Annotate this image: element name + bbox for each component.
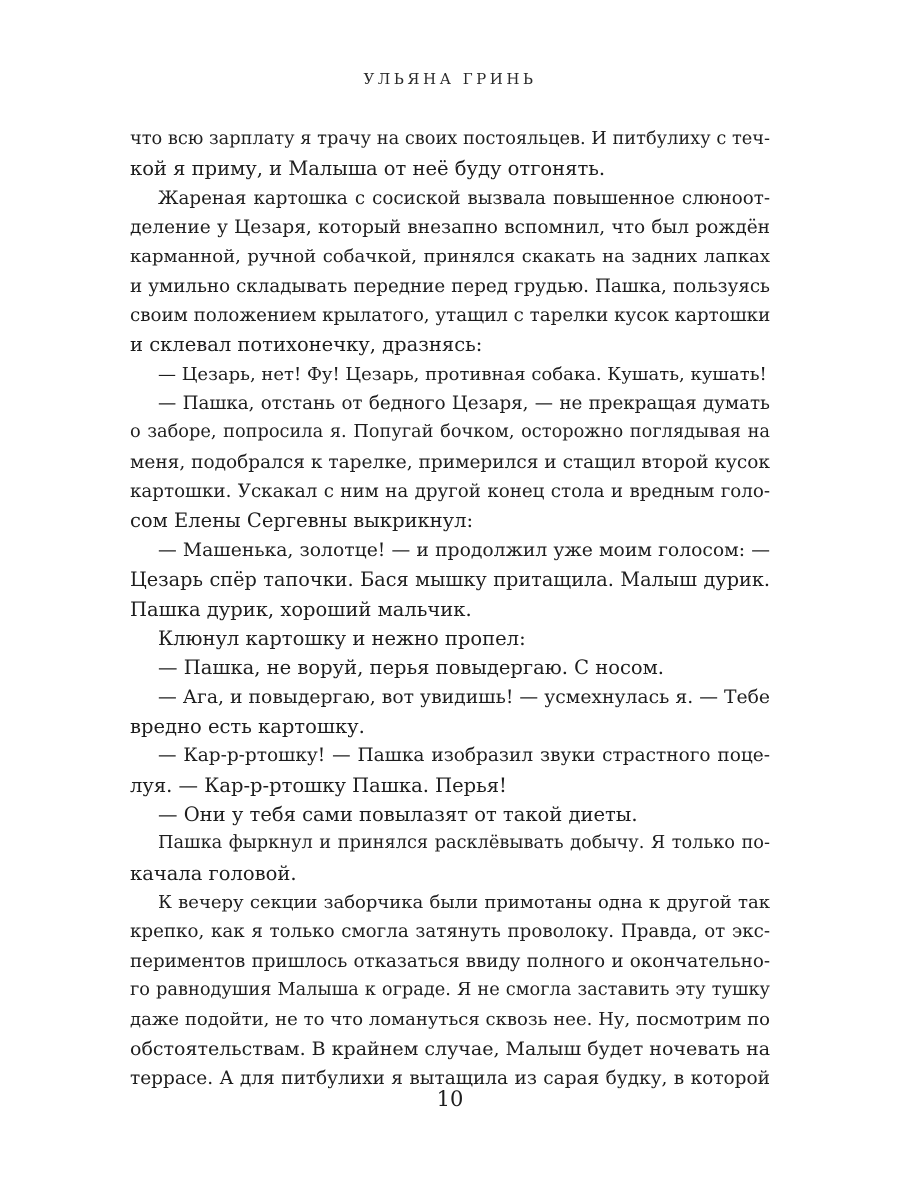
text-line: Пашка фыркнул и принялся расклёвывать добычу. Я только по- bbox=[158, 833, 770, 854]
text-line: кой я приму, и Малыша от неё буду отгонять. bbox=[130, 157, 606, 181]
text-line: луя. — Кар-р-ртошку Пашка. Перья! bbox=[130, 773, 507, 797]
text-line: что всю зарплату я трачу на своих постояльцев. И питбулиху с теч- bbox=[130, 129, 770, 149]
text-line: го равнодушия Малыша к ограде. Я не смогла заставить эту тушку bbox=[130, 979, 770, 1000]
text-line: периментов пришлось отказаться ввиду полного и окончательно- bbox=[130, 950, 770, 972]
text-line: качала головой. bbox=[130, 861, 297, 885]
text-line: о заборе, попросила я. Попугай бочком, осторожно поглядывая на bbox=[130, 422, 770, 443]
text-line: вредно есть картошку. bbox=[130, 714, 365, 738]
text-line: и склевал потихонечку, дразнясь: bbox=[130, 333, 483, 357]
text-line: Цезарь спёр тапочки. Бася мышку притащила. Малыш дурик. bbox=[130, 568, 770, 592]
text-line: и умильно складывать передние перед грудью. Пашка, пользуясь bbox=[130, 275, 770, 297]
running-head-author: УЛЬЯНА ГРИНЬ bbox=[363, 70, 537, 88]
text-line: сом Елены Сергевны выкрикнул: bbox=[130, 509, 474, 533]
text-line: — Они у тебя сами повылазят от такой диеты. bbox=[158, 802, 638, 826]
text-line: Клюнул картошку и нежно пропел: bbox=[158, 626, 526, 650]
text-line: — Цезарь, нет! Фу! Цезарь, противная собака. Кушать, кушать! bbox=[158, 363, 767, 385]
text-line: террасе. А для питбулихи я вытащила из сарая будку, в которой bbox=[130, 1068, 770, 1089]
text-line: Пашка дурик, хороший мальчик. bbox=[130, 597, 472, 621]
text-line: крепко, как я только смогла затянуть проволоку. Правда, от экс- bbox=[130, 921, 770, 943]
text-line: — Машенька, золотце! — и продолжил уже моим голосом: — bbox=[158, 539, 770, 561]
text-line: своим положением крылатого, утащил с тарелки кусок картошки bbox=[130, 305, 771, 327]
text-line: даже подойти, не то что ломануться сквозь нее. Ну, посмотрим по bbox=[130, 1009, 770, 1031]
text-line: — Кар-р-ртошку! — Пашка изобразил звуки страстного поце- bbox=[158, 745, 770, 767]
text-line: — Ага, и повыдергаю, вот увидишь! — усмехнулась я. — Тебе bbox=[158, 686, 770, 708]
text-line: меня, подобрался к тарелке, примерился и стащил второй кусок bbox=[130, 451, 770, 473]
text-line: Жареная картошка с сосиской вызвала повышенное слюноот- bbox=[158, 187, 770, 209]
text-line: карманной, ручной собачкой, принялся скакать на задних лапках bbox=[130, 246, 770, 268]
text-line: картошки. Ускакал с ним на другой конец стола и вредным голо- bbox=[130, 481, 770, 503]
body-text bbox=[130, 125, 770, 1093]
text-line: К вечеру секции заборчика были примотаны одна к другой так bbox=[158, 891, 770, 913]
text-line: обстоятельствам. В крайнем случае, Малыш будет ночевать на bbox=[130, 1037, 771, 1060]
page-number: 10 bbox=[436, 1087, 464, 1111]
text-line: — Пашка, не воруй, перья повыдергаю. С носом. bbox=[158, 656, 664, 680]
text-line: деление у Цезаря, который внезапно вспомнил, что был рождён bbox=[130, 217, 770, 239]
text-line: — Пашка, отстань от бедного Цезаря, — не прекращая думать bbox=[158, 393, 770, 415]
